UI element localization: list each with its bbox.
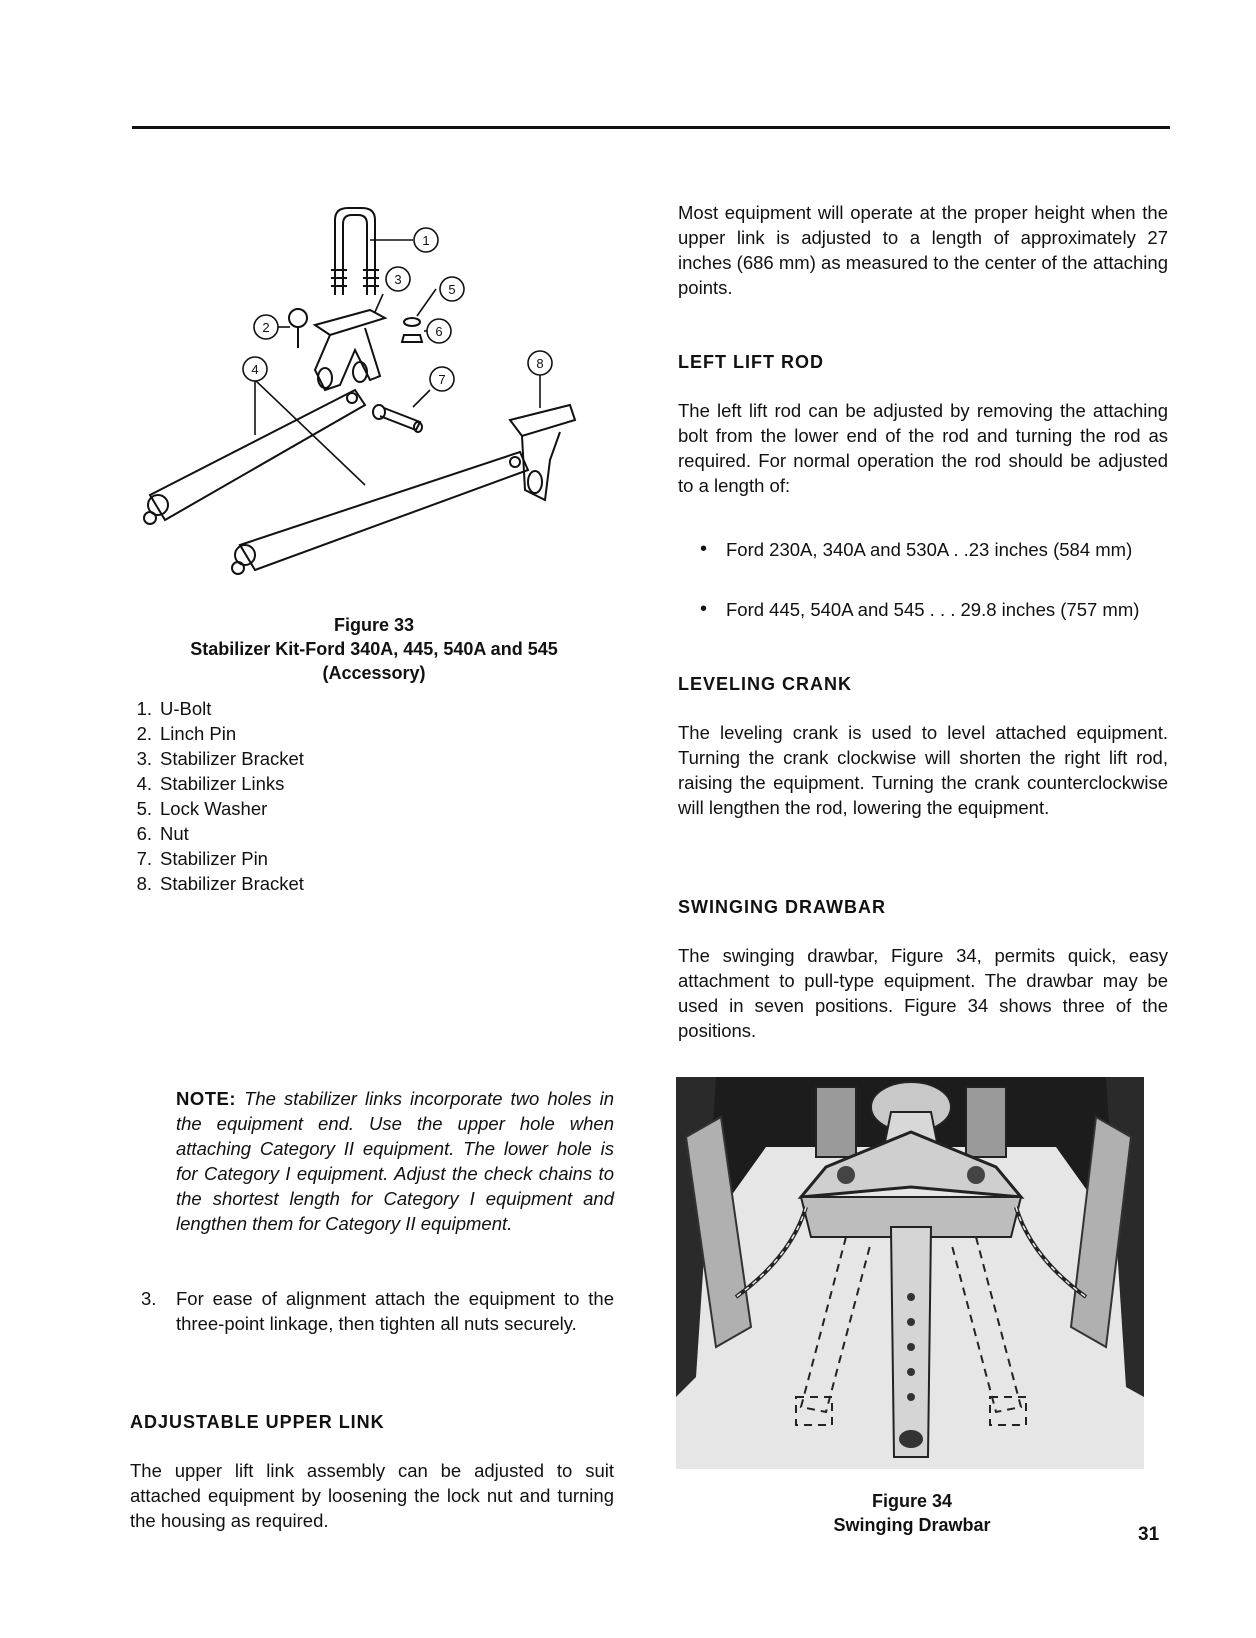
step-number: 3. — [141, 1288, 157, 1309]
step-3 — [141, 1286, 614, 1336]
figure-33-caption — [130, 613, 618, 685]
heading-leveling-crank: LEVELING CRANK — [678, 674, 853, 694]
callout-7: 7 — [438, 372, 446, 387]
top-rule — [132, 126, 1170, 129]
figure-34-photo — [676, 1077, 1144, 1469]
leveling-crank-text: The leveling crank is used to level attached equipment. Turning the crank clockwise will shorten the right lift rod, raising the equipment. Turning the crank counterclockwise will lengthen the rod, lowering the equipment. — [678, 722, 1168, 818]
list-item: 7. Stabilizer Pin — [136, 848, 268, 869]
list-item: • Ford 230A, 340A and 530A . .23 inches (584 mm) — [700, 538, 1133, 560]
intro-paragraph: Most equipment will operate at the proper height when the upper link is adjusted to a length of approximately 27 inches (686 mm) as measured to the center of the attaching points. — [678, 202, 1168, 298]
swinging-drawbar-text: The swinging drawbar, Figure 34, permits quick, easy attachment to pull-type equipment. The drawbar may be used in seven positions. Figure 34 shows three of the positions. — [678, 945, 1168, 1041]
figure-33-subtitle: Stabilizer Kit-Ford 340A, 445, 540A and 545 — [190, 639, 558, 659]
step-text: For ease of alignment attach the equipment to the three-point linkage, then tighten all nuts securely. — [176, 1288, 614, 1334]
page-number: 31 — [1138, 1524, 1160, 1545]
figure-34-subtitle: Swinging Drawbar — [833, 1515, 991, 1535]
parts-list — [120, 696, 520, 896]
list-item: 2. Linch Pin — [136, 723, 237, 744]
note-label: NOTE: — [176, 1088, 237, 1109]
heading-adjustable-upper-link: ADJUSTABLE UPPER LINK — [130, 1412, 385, 1432]
list-item: • Ford 445, 540A and 545 . . . 29.8 inches (757 mm) — [700, 598, 1140, 620]
callout-6: 6 — [435, 324, 443, 339]
figure-34-caption — [780, 1489, 1044, 1537]
list-item: 8. Stabilizer Bracket — [136, 873, 304, 894]
figure-33-illustration — [130, 200, 620, 600]
note-block — [176, 1086, 614, 1236]
figure-34-title: Figure 34 — [871, 1491, 953, 1511]
callout-1: 1 — [422, 233, 430, 248]
callout-3: 3 — [394, 272, 402, 287]
figure-33-note: (Accessory) — [322, 663, 426, 683]
list-item: 4. Stabilizer Links — [136, 773, 285, 794]
callout-4: 4 — [251, 362, 259, 377]
callout-5: 5 — [448, 282, 456, 297]
note-text: The stabilizer links incorporate two holes in the equipment end. Use the upper hole when attaching Category II equipment. The lower hole is for Category I equipment. Adjust the check chains to the shortest length for Category I equipment and lengthen them for Category II equipment. — [176, 1088, 614, 1234]
figure-33-title: Figure 33 — [333, 615, 415, 635]
left-lift-rod-text: The left lift rod can be adjusted by removing the attaching bolt from the lower end of the rod and turning the rod as required. For normal operation the rod should be adjusted to a length of: — [678, 400, 1168, 496]
list-item: 1. U-Bolt — [136, 698, 212, 719]
list-item: 6. Nut — [136, 823, 189, 844]
callout-2: 2 — [262, 320, 270, 335]
heading-swinging-drawbar: SWINGING DRAWBAR — [678, 897, 886, 917]
list-item: 5. Lock Washer — [136, 798, 268, 819]
heading-left-lift-rod: LEFT LIFT ROD — [678, 352, 824, 372]
adjustable-upper-link-text: The upper lift link assembly can be adjusted to suit attached equipment by loosening the lock nut and turning the housing as required. — [130, 1460, 614, 1531]
list-item: 3. Stabilizer Bracket — [136, 748, 304, 769]
callout-8: 8 — [536, 356, 544, 371]
